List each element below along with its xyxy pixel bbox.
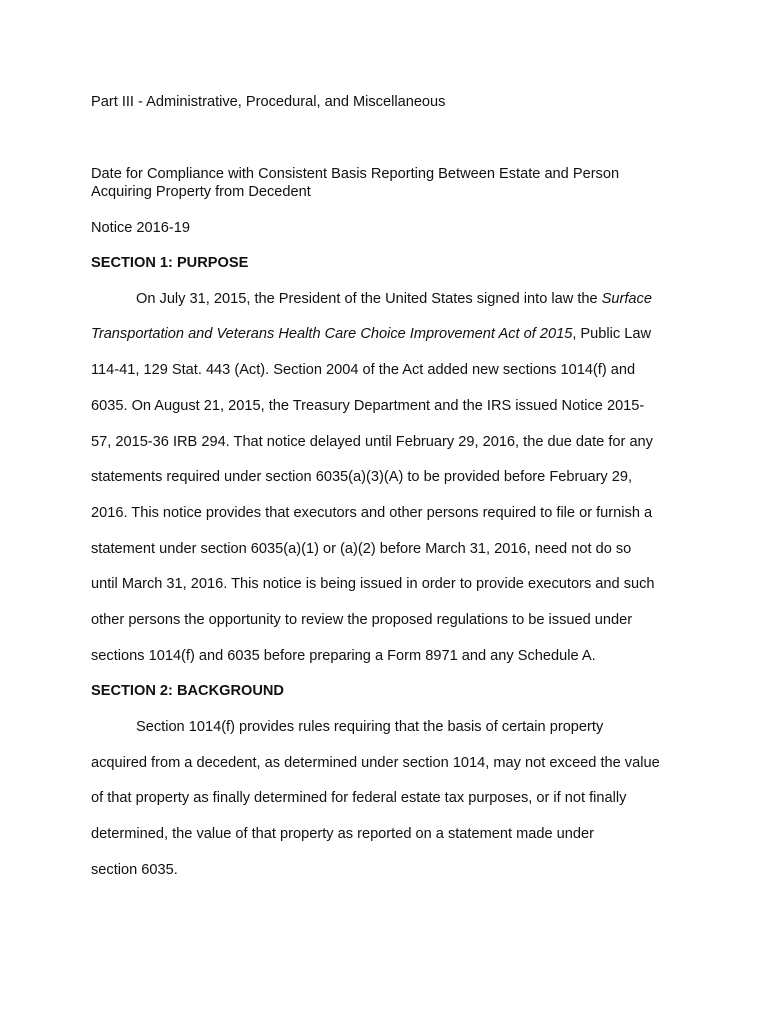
section-1-line-8: statement under section 6035(a)(1) or (a)(2) before March 31, 2016, need not do so [91,541,632,557]
title-line-2: Acquiring Property from Decedent [91,184,311,200]
section-1-line-5: 57, 2015-36 IRB 294. That notice delayed until February 29, 2016, the due date for any [91,434,653,450]
section-2-line-2: acquired from a decedent, as determined under section 1014, may not exceed the value [91,755,660,771]
section-2-line-3: of that property as finally determined for federal estate tax purposes, or if not finally [91,790,627,806]
section-1-line-2-text: , Public Law [572,326,651,342]
section-1-line-2 [91,325,651,343]
section-2-line-1: Section 1014(f) provides rules requiring that the basis of certain property [136,719,604,735]
section-1-heading: SECTION 1: PURPOSE [91,255,249,271]
title-line-1: Date for Compliance with Consistent Basis Reporting Between Estate and Person [91,166,620,182]
section-1-line-1 [136,290,652,308]
section-1-line-4: 6035. On August 21, 2015, the Treasury Department and the IRS issued Notice 2015- [91,398,645,414]
section-2-line-4: determined, the value of that property as reported on a statement made under [91,826,594,842]
section-1-line-1-text: On July 31, 2015, the President of the United States signed into law the [136,291,602,307]
section-1-line-9: until March 31, 2016. This notice is being issued in order to provide executors and such [91,576,655,592]
act-title-part-1: Surface [601,291,652,307]
section-2-heading: SECTION 2: BACKGROUND [91,683,284,699]
section-1-line-3: 114-41, 129 Stat. 443 (Act). Section 2004 of the Act added new sections 1014(f) and [91,362,636,378]
section-1-line-7: 2016. This notice provides that executors and other persons required to file or furnish a [91,505,653,521]
section-1-line-11: sections 1014(f) and 6035 before preparing a Form 8971 and any Schedule A. [91,648,596,664]
section-1-line-10: other persons the opportunity to review the proposed regulations to be issued under [91,612,633,628]
act-title-part-2: Transportation and Veterans Health Care Choice Improvement Act of 2015 [91,326,573,342]
section-2-line-5: section 6035. [91,862,178,878]
section-1-line-6: statements required under section 6035(a)(3)(A) to be provided before February 29, [91,469,633,485]
part-heading: Part III - Administrative, Procedural, and Miscellaneous [91,94,446,110]
notice-number: Notice 2016-19 [91,220,190,236]
